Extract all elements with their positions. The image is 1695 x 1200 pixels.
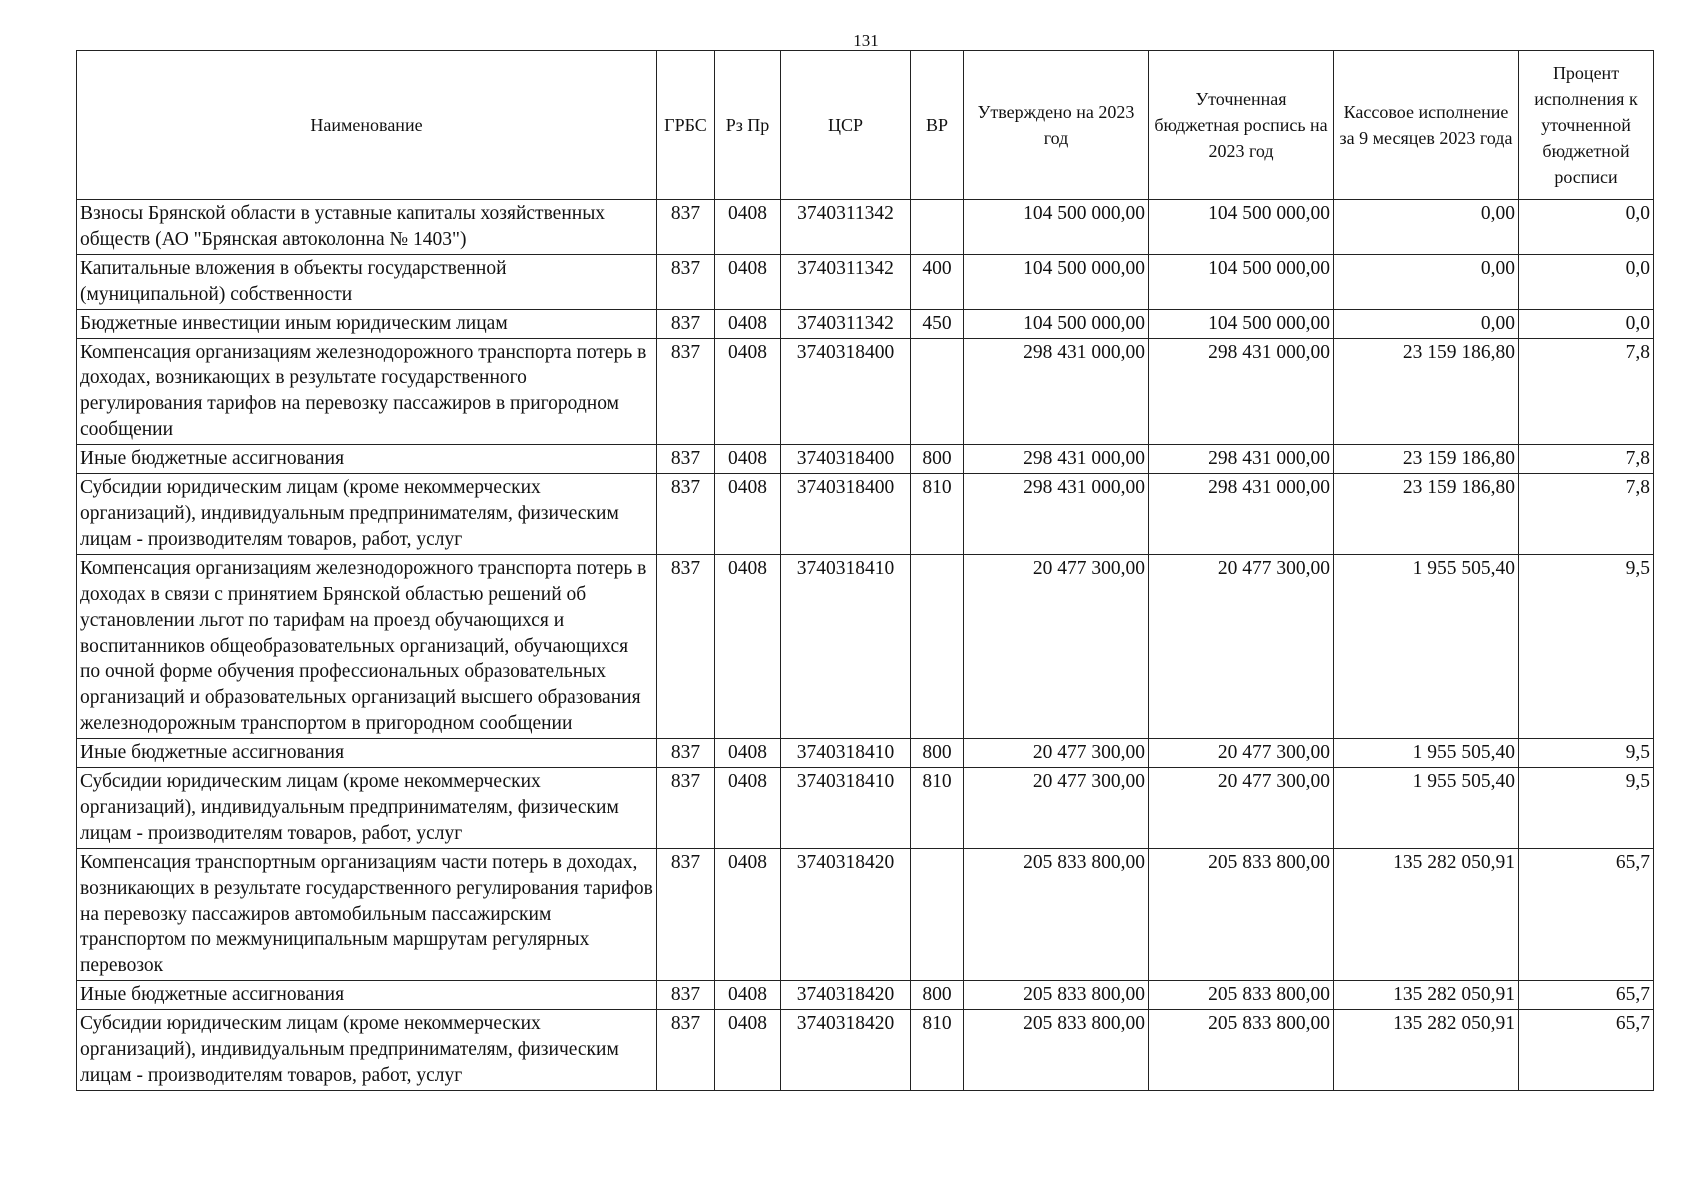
table-row: [77, 445, 1654, 474]
cell-name: Компенсация организациям железнодорожного транспорта потерь в доходах в связи с принятием Брянской областью решений об установлении льгот по тарифам на проезд обучающихся и воспитанников общеобразовательных организаций, обучающихся по очной форме обучения профессиональных образовательных организаций и образовательных организаций высшего образования железнодорожным транспортом в пригородном сообщении: [77, 554, 657, 738]
cell-cash: 1 955 505,40: [1334, 739, 1519, 768]
cell-csr: 3740318410: [781, 739, 911, 768]
cell-approved: 104 500 000,00: [964, 200, 1149, 255]
column-header-percent: Процент исполнения к уточненной бюджетной росписи: [1519, 51, 1654, 200]
cell-grbs: 837: [657, 981, 715, 1010]
cell-rzpr: 0408: [715, 554, 781, 738]
cell-refined: 20 477 300,00: [1149, 554, 1334, 738]
cell-percent: 65,7: [1519, 1010, 1654, 1091]
cell-csr: 3740318400: [781, 338, 911, 445]
cell-name: Компенсация транспортным организациям части потерь в доходах, возникающих в результате государственного регулирования тарифов на перевозку пассажиров автомобильным пассажирским транспортом по межмуниципальным маршрутам регулярных перевозок: [77, 848, 657, 981]
cell-approved: 104 500 000,00: [964, 309, 1149, 338]
cell-rzpr: 0408: [715, 1010, 781, 1091]
cell-csr: 3740318400: [781, 474, 911, 555]
cell-vr: 810: [911, 474, 964, 555]
cell-cash: 1 955 505,40: [1334, 554, 1519, 738]
cell-csr: 3740311342: [781, 200, 911, 255]
cell-cash: 1 955 505,40: [1334, 768, 1519, 849]
cell-percent: 0,0: [1519, 309, 1654, 338]
table-row: [77, 200, 1654, 255]
cell-percent: 9,5: [1519, 554, 1654, 738]
cell-csr: 3740311342: [781, 309, 911, 338]
table-row: [77, 739, 1654, 768]
cell-approved: 205 833 800,00: [964, 1010, 1149, 1091]
cell-name: Компенсация организациям железнодорожного транспорта потерь в доходах, возникающих в результате государственного регулирования тарифов на перевозку пассажиров в пригородном сообщении: [77, 338, 657, 445]
cell-refined: 205 833 800,00: [1149, 848, 1334, 981]
budget-execution-table: [76, 50, 1654, 1091]
cell-rzpr: 0408: [715, 309, 781, 338]
cell-grbs: 837: [657, 1010, 715, 1091]
cell-name: Бюджетные инвестиции иным юридическим лицам: [77, 309, 657, 338]
cell-vr: 450: [911, 309, 964, 338]
cell-rzpr: 0408: [715, 739, 781, 768]
cell-csr: 3740318410: [781, 768, 911, 849]
cell-percent: 65,7: [1519, 981, 1654, 1010]
column-header-vr: ВР: [911, 51, 964, 200]
cell-cash: 0,00: [1334, 254, 1519, 309]
cell-vr: 800: [911, 739, 964, 768]
cell-name: Субсидии юридическим лицам (кроме некоммерческих организаций), индивидуальным предпринимателям, физическим лицам - производителям товаров, работ, услуг: [77, 1010, 657, 1091]
cell-vr: [911, 200, 964, 255]
cell-approved: 20 477 300,00: [964, 554, 1149, 738]
cell-refined: 104 500 000,00: [1149, 254, 1334, 309]
cell-approved: 20 477 300,00: [964, 768, 1149, 849]
column-header-rzpr: Рз Пр: [715, 51, 781, 200]
cell-name: Иные бюджетные ассигнования: [77, 739, 657, 768]
cell-name: Капитальные вложения в объекты государственной (муниципальной) собственности: [77, 254, 657, 309]
cell-name: Иные бюджетные ассигнования: [77, 981, 657, 1010]
cell-vr: 800: [911, 445, 964, 474]
cell-vr: [911, 554, 964, 738]
table-body: [77, 200, 1654, 1091]
cell-vr: [911, 848, 964, 981]
table-row: [77, 848, 1654, 981]
cell-refined: 205 833 800,00: [1149, 981, 1334, 1010]
column-header-refined: Уточненная бюджетная роспись на 2023 год: [1149, 51, 1334, 200]
cell-name: Иные бюджетные ассигнования: [77, 445, 657, 474]
table-row: [77, 1010, 1654, 1091]
cell-approved: 298 431 000,00: [964, 474, 1149, 555]
table-row: [77, 309, 1654, 338]
cell-percent: 65,7: [1519, 848, 1654, 981]
cell-cash: 135 282 050,91: [1334, 981, 1519, 1010]
table-row: [77, 981, 1654, 1010]
cell-grbs: 837: [657, 739, 715, 768]
table-row: [77, 254, 1654, 309]
cell-approved: 104 500 000,00: [964, 254, 1149, 309]
cell-cash: 0,00: [1334, 200, 1519, 255]
table-row: [77, 338, 1654, 445]
cell-grbs: 837: [657, 768, 715, 849]
cell-name: Субсидии юридическим лицам (кроме некоммерческих организаций), индивидуальным предпринимателям, физическим лицам - производителям товаров, работ, услуг: [77, 474, 657, 555]
cell-percent: 0,0: [1519, 254, 1654, 309]
cell-rzpr: 0408: [715, 445, 781, 474]
cell-grbs: 837: [657, 254, 715, 309]
column-header-name: Наименование: [77, 51, 657, 200]
cell-percent: 9,5: [1519, 739, 1654, 768]
cell-percent: 0,0: [1519, 200, 1654, 255]
cell-csr: 3740311342: [781, 254, 911, 309]
cell-rzpr: 0408: [715, 338, 781, 445]
column-header-csr: ЦСР: [781, 51, 911, 200]
cell-vr: [911, 338, 964, 445]
cell-name: Субсидии юридическим лицам (кроме некоммерческих организаций), индивидуальным предпринимателям, физическим лицам - производителям товаров, работ, услуг: [77, 768, 657, 849]
cell-percent: 7,8: [1519, 474, 1654, 555]
cell-percent: 7,8: [1519, 338, 1654, 445]
cell-approved: 298 431 000,00: [964, 445, 1149, 474]
cell-grbs: 837: [657, 309, 715, 338]
cell-approved: 298 431 000,00: [964, 338, 1149, 445]
cell-rzpr: 0408: [715, 200, 781, 255]
cell-vr: 810: [911, 1010, 964, 1091]
cell-vr: 810: [911, 768, 964, 849]
cell-rzpr: 0408: [715, 474, 781, 555]
cell-rzpr: 0408: [715, 981, 781, 1010]
cell-grbs: 837: [657, 338, 715, 445]
cell-rzpr: 0408: [715, 768, 781, 849]
cell-approved: 205 833 800,00: [964, 848, 1149, 981]
cell-grbs: 837: [657, 200, 715, 255]
cell-csr: 3740318400: [781, 445, 911, 474]
cell-csr: 3740318410: [781, 554, 911, 738]
table-row: [77, 554, 1654, 738]
cell-refined: 20 477 300,00: [1149, 739, 1334, 768]
cell-cash: 23 159 186,80: [1334, 445, 1519, 474]
column-header-grbs: ГРБС: [657, 51, 715, 200]
cell-refined: 298 431 000,00: [1149, 445, 1334, 474]
cell-grbs: 837: [657, 474, 715, 555]
column-header-cash: Кассовое исполнение за 9 месяцев 2023 года: [1334, 51, 1519, 200]
table-row: [77, 768, 1654, 849]
cell-rzpr: 0408: [715, 848, 781, 981]
cell-refined: 20 477 300,00: [1149, 768, 1334, 849]
cell-vr: 800: [911, 981, 964, 1010]
cell-approved: 205 833 800,00: [964, 981, 1149, 1010]
column-header-approved: Утверждено на 2023 год: [964, 51, 1149, 200]
cell-refined: 104 500 000,00: [1149, 200, 1334, 255]
cell-percent: 7,8: [1519, 445, 1654, 474]
cell-refined: 298 431 000,00: [1149, 338, 1334, 445]
cell-rzpr: 0408: [715, 254, 781, 309]
cell-cash: 0,00: [1334, 309, 1519, 338]
cell-vr: 400: [911, 254, 964, 309]
page-number: 131: [853, 31, 879, 50]
cell-approved: 20 477 300,00: [964, 739, 1149, 768]
cell-csr: 3740318420: [781, 981, 911, 1010]
cell-refined: 205 833 800,00: [1149, 1010, 1334, 1091]
cell-refined: 298 431 000,00: [1149, 474, 1334, 555]
cell-cash: 23 159 186,80: [1334, 338, 1519, 445]
cell-cash: 135 282 050,91: [1334, 848, 1519, 981]
table-row: [77, 474, 1654, 555]
cell-grbs: 837: [657, 848, 715, 981]
cell-cash: 23 159 186,80: [1334, 474, 1519, 555]
cell-grbs: 837: [657, 445, 715, 474]
cell-name: Взносы Брянской области в уставные капиталы хозяйственных обществ (АО "Брянская автоколонна № 1403"): [77, 200, 657, 255]
cell-percent: 9,5: [1519, 768, 1654, 849]
cell-csr: 3740318420: [781, 848, 911, 981]
cell-csr: 3740318420: [781, 1010, 911, 1091]
cell-cash: 135 282 050,91: [1334, 1010, 1519, 1091]
table-header-row: [77, 51, 1654, 200]
cell-grbs: 837: [657, 554, 715, 738]
cell-refined: 104 500 000,00: [1149, 309, 1334, 338]
